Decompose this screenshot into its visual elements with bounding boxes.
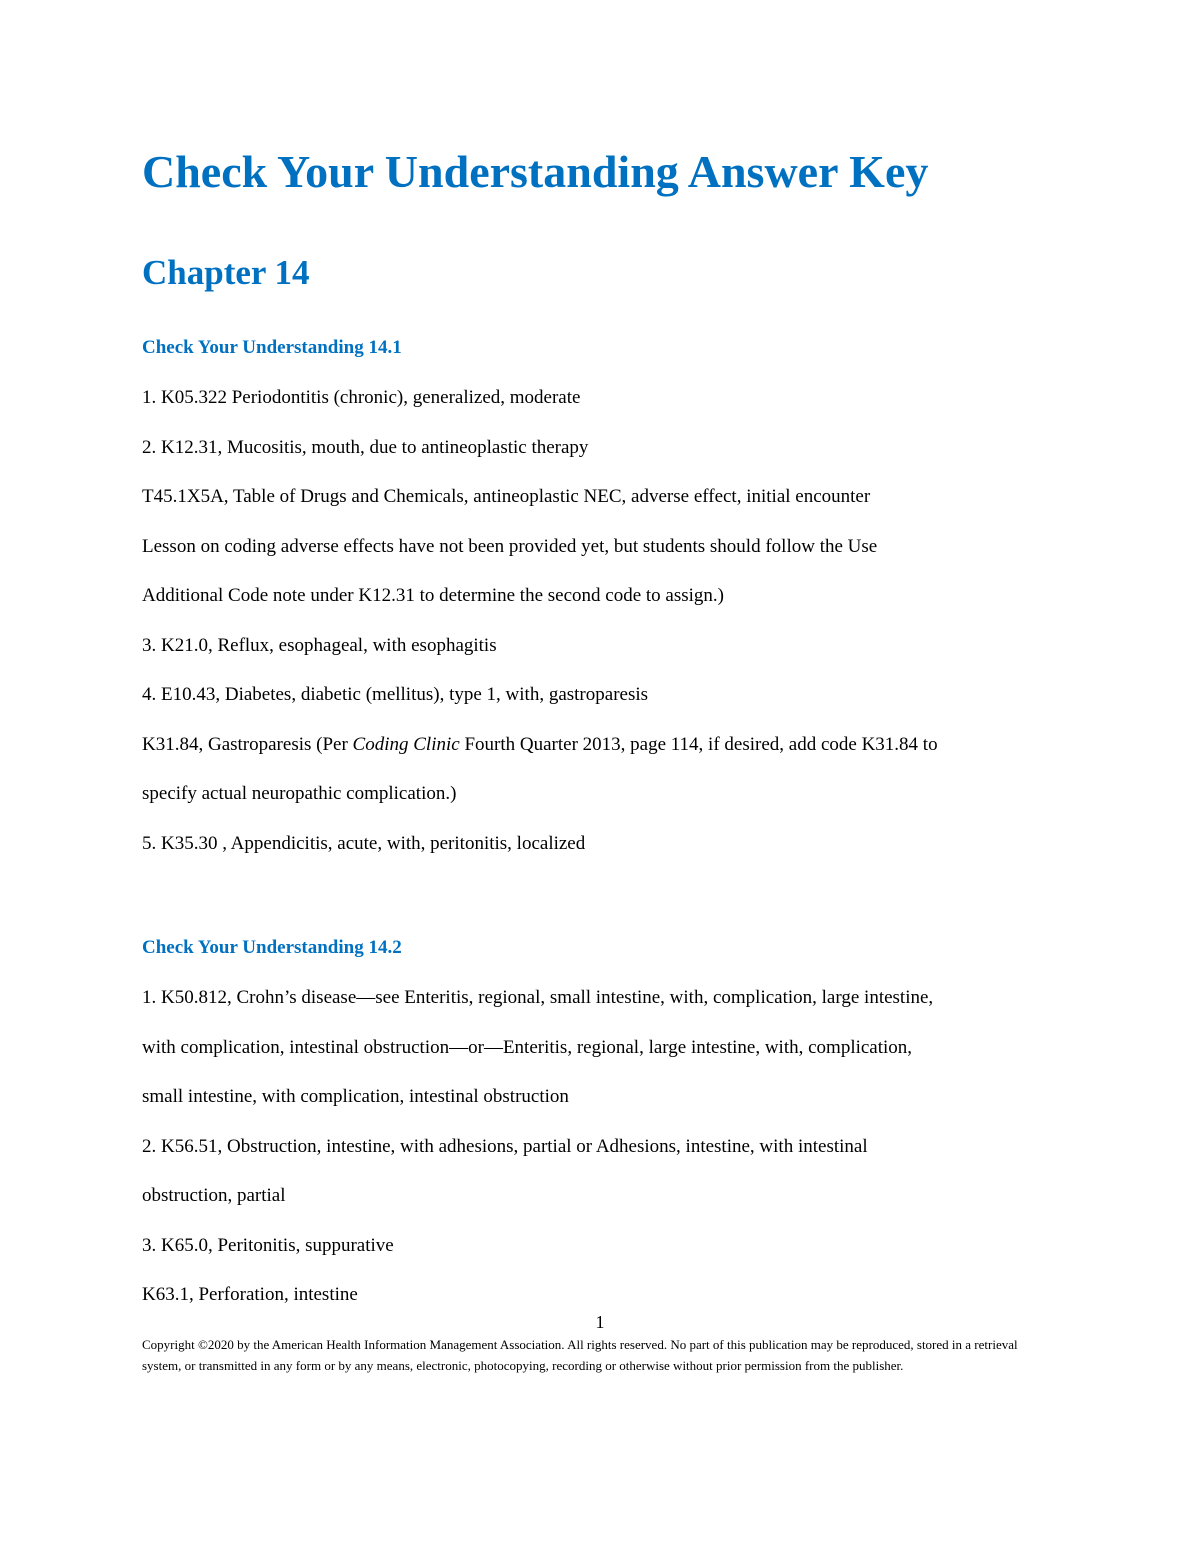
- section-heading-14-2: Check Your Understanding 14.2: [142, 937, 402, 958]
- answer-line: 3. K21.0, Reflux, esophageal, with esophagitis: [142, 634, 497, 656]
- answer-line-coding-clinic: [142, 720, 1062, 770]
- section-heading-14-1: Check Your Understanding 14.1: [142, 337, 402, 358]
- answer-line: 1. K05.322 Periodontitis (chronic), generalized, moderate: [142, 387, 581, 408]
- copyright-notice: Copyright ©2020 by the American Health Information Management Association. All rights reserved. No part of this publication may be reproduced, stored in a retrieval system, or transmitted in any form or by any means, electronic, photocopying, recording or otherwise without prior permission from the publisher.: [142, 1337, 1018, 1373]
- answer-line: with complication, intestinal obstruction—or—Enteritis, regional, large intestine, with, complication,: [142, 1036, 913, 1058]
- answer-line: small intestine, with complication, intestinal obstruction: [142, 1086, 569, 1107]
- answer-line: Lesson on coding adverse effects have not been provided yet, but students should follow the Use: [142, 535, 878, 557]
- answer-line: 1. K50.812, Crohn’s disease—see Enteritis, regional, small intestine, with, complication, large intestine,: [142, 987, 934, 1008]
- answer-line: obstruction, partial: [142, 1185, 286, 1206]
- page-number: 1: [595, 1312, 605, 1332]
- document-title: Check Your Understanding Answer Key: [142, 146, 929, 197]
- answer-line: 4. E10.43, Diabetes, diabetic (mellitus), type 1, with, gastroparesis: [142, 684, 649, 705]
- section-14-1-answers: [142, 373, 1062, 868]
- answer-line: K63.1, Perforation, intestine: [142, 1284, 358, 1305]
- coding-clinic-citation: Coding Clinic: [352, 733, 460, 755]
- answer-line: 2. K12.31, Mucositis, mouth, due to antineoplastic therapy: [142, 436, 589, 458]
- answer-line: 3. K65.0, Peritonitis, suppurative: [142, 1234, 394, 1256]
- section-14-2-answers: [142, 973, 1062, 1320]
- answer-line: T45.1X5A, Table of Drugs and Chemicals, antineoplastic NEC, adverse effect, initial encounter: [142, 486, 871, 507]
- answer-line: Additional Code note under K12.31 to determine the second code to assign.): [142, 585, 725, 606]
- answer-line: specify actual neuropathic complication.): [142, 783, 457, 804]
- chapter-title: Chapter 14: [142, 253, 310, 292]
- answer-line: 5. K35.30 , Appendicitis, acute, with, peritonitis, localized: [142, 832, 586, 854]
- answer-text: Fourth Quarter 2013, page 114, if desired, add code K31.84 to: [459, 733, 938, 755]
- document-body: [142, 140, 1062, 1320]
- answer-text: K31.84, Gastroparesis (Per: [142, 733, 353, 755]
- answer-line: 2. K56.51, Obstruction, intestine, with adhesions, partial or Adhesions, intestine, with intestinal: [142, 1135, 868, 1157]
